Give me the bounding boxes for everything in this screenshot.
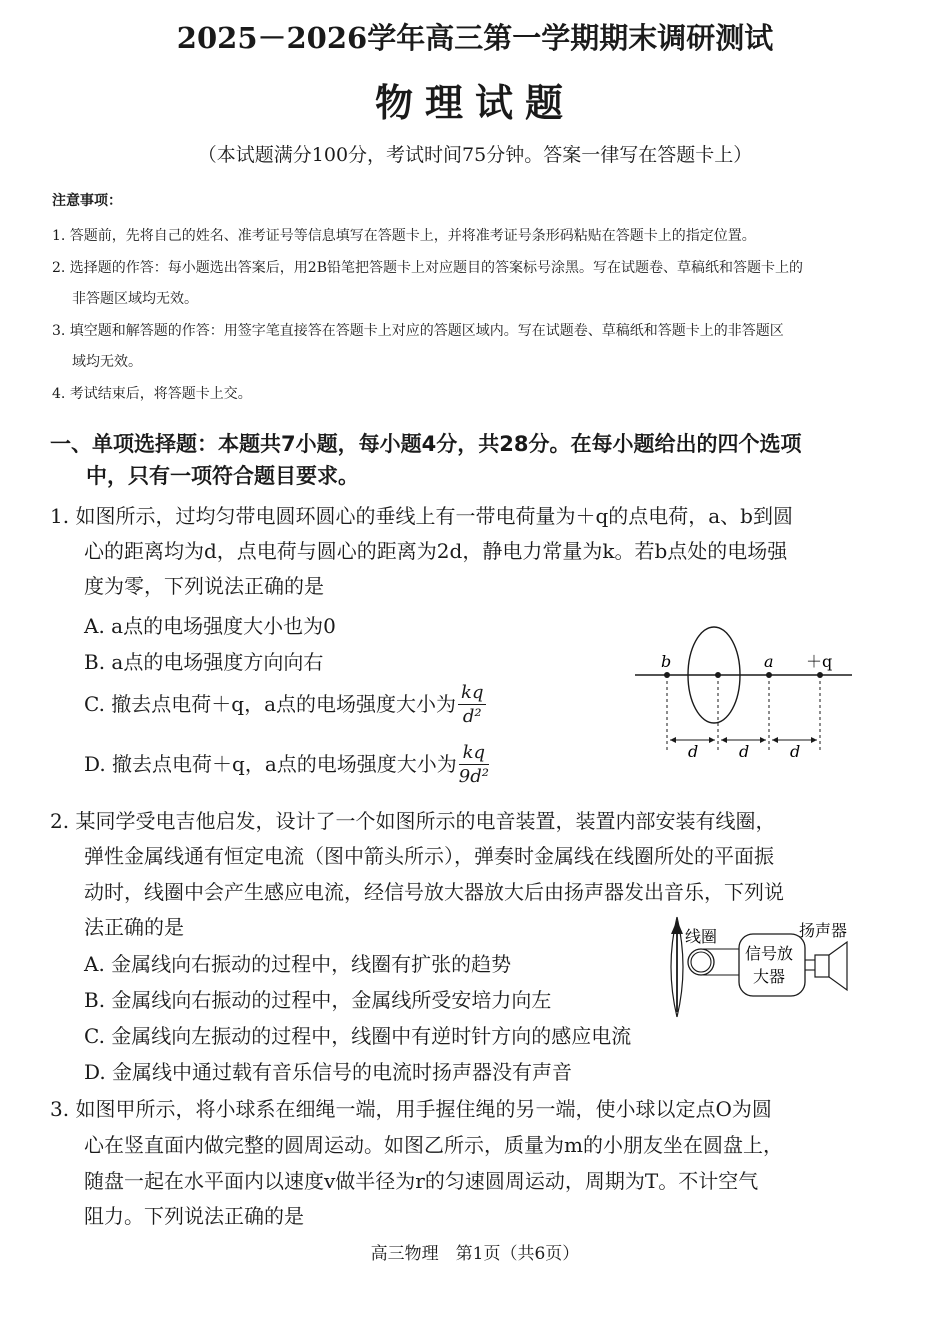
q1-option-d (84, 742, 489, 789)
speaker-cone-icon (829, 942, 847, 990)
page-footer: 高三物理 第1页（共6页） (370, 1244, 580, 1264)
label-a: a (764, 652, 774, 671)
q2-option-c: C. 金属线向左振动的过程中，线圈中有逆时针方向的感应电流 (84, 1024, 632, 1048)
q2-option-d: D. 金属线中通过载有音乐信号的电流时扬声器没有声音 (84, 1060, 573, 1084)
q3-stem-line: 心在竖直面内做完整的圆周运动。如图乙所示，质量为m的小朋友坐在圆盘上， (84, 1133, 783, 1157)
q2-stem-line: 动时，线圈中会产生感应电流，经信号放大器放大后由扬声器发出音乐，下列说 (84, 880, 784, 904)
q2-figure (655, 912, 870, 1022)
current-arrow-icon (671, 920, 683, 934)
section-heading-cont: 中，只有一项符合题目要求。 (86, 464, 359, 488)
notice-line: 域均无效。 (72, 354, 142, 370)
q3-stem-line: 随盘一起在水平面内以速度v做半径为r的匀速圆周运动，周期为T。不计空气 (84, 1169, 759, 1193)
coil-label: 线圈 (685, 927, 718, 946)
amplifier-label-1: 信号放 (745, 944, 794, 963)
q2-stem-line: 2. 某同学受电吉他启发，设计了一个如图所示的电音装置，装置内部安装有线圈， (50, 809, 776, 833)
fraction-numerator: kq (459, 742, 489, 765)
q1-option-b: B. a点的电场强度方向向右 (84, 650, 324, 674)
q1-option-d-text: D. 撤去点电荷＋q，a点的电场强度大小为 (84, 752, 457, 776)
coil-ring-1 (688, 949, 714, 975)
q1-stem-line: 1. 如图所示，过均匀带电圆环圆心的垂线上有一带电荷量为＋q的点电荷，a、b到圆 (50, 504, 793, 528)
coil-ring-2 (691, 952, 711, 972)
exam-subtitle: （本试题满分100分，考试时间75分钟。答案一律写在答题卡上） (197, 144, 753, 166)
q2-stem-line: 法正确的是 (84, 915, 184, 939)
subject-title: 物理试题 (374, 80, 575, 125)
label-d2: d (739, 742, 750, 760)
exam-title: 2025－2026学年高三第一学期期末调研测试 (176, 21, 774, 55)
notice-line: 3. 填空题和解答题的作答：用签字笔直接答在答题卡上对应的答题区域内。写在试题卷、草稿纸和答题卡上的非答题区 (52, 323, 784, 339)
q1-option-d-fraction (459, 742, 489, 789)
q1-option-c (84, 682, 486, 729)
label-b: b (661, 652, 672, 671)
notice-line: 2. 选择题的作答：每小题选出答案后，用2B铅笔把答题卡上对应题目的答案标号涂黑。写在试题卷、草稿纸和答题卡上的 (52, 260, 803, 276)
fraction-denominator: d² (462, 706, 482, 727)
amplifier-label-2: 大器 (753, 967, 786, 986)
q2-stem-line: 弹性金属线通有恒定电流（图中箭头所示），弹奏时金属线在线圈所处的平面振 (84, 844, 774, 868)
q2-option-b: B. 金属线向右振动的过程中，金属线所受安培力向左 (84, 988, 552, 1012)
q3-stem-line: 阻力。下列说法正确的是 (84, 1204, 304, 1228)
q1-option-c-fraction (458, 682, 486, 729)
section-heading: 一、单项选择题：本题共7小题，每小题4分，共28分。在每小题给出的四个选项 (50, 432, 802, 456)
label-d3: d (790, 742, 801, 760)
label-charge: ＋q (806, 652, 833, 671)
notice-heading: 注意事项： (52, 193, 122, 209)
label-d1: d (688, 742, 699, 760)
q1-option-c-text: C. 撤去点电荷＋q，a点的电场强度大小为 (84, 692, 457, 716)
speaker-label: 扬声器 (799, 921, 848, 940)
fraction-numerator: kq (458, 682, 486, 705)
q1-figure (630, 620, 860, 760)
q1-stem-line: 心的距离均为d，点电荷与圆心的距离为2d，静电力常量为k。若b点处的电场强 (84, 539, 788, 563)
notice-line: 1. 答题前，先将自己的姓名、准考证号等信息填写在答题卡上，并将准考证号条形码粘贴在答题卡上的指定位置。 (52, 228, 756, 244)
notice-line: 4. 考试结束后，将答题卡上交。 (52, 386, 252, 402)
q3-stem-line: 3. 如图甲所示，将小球系在细绳一端，用手握住绳的另一端，使小球以定点O为圆 (50, 1097, 772, 1121)
q1-stem-line: 度为零，下列说法正确的是 (84, 574, 324, 598)
speaker-body (815, 955, 829, 977)
notice-line: 非答题区域均无效。 (72, 291, 198, 307)
fraction-denominator: 9d² (458, 766, 489, 787)
q1-option-a: A. a点的电场强度大小也为0 (84, 614, 336, 638)
q2-option-a: A. 金属线向右振动的过程中，线圈有扩张的趋势 (84, 952, 512, 976)
